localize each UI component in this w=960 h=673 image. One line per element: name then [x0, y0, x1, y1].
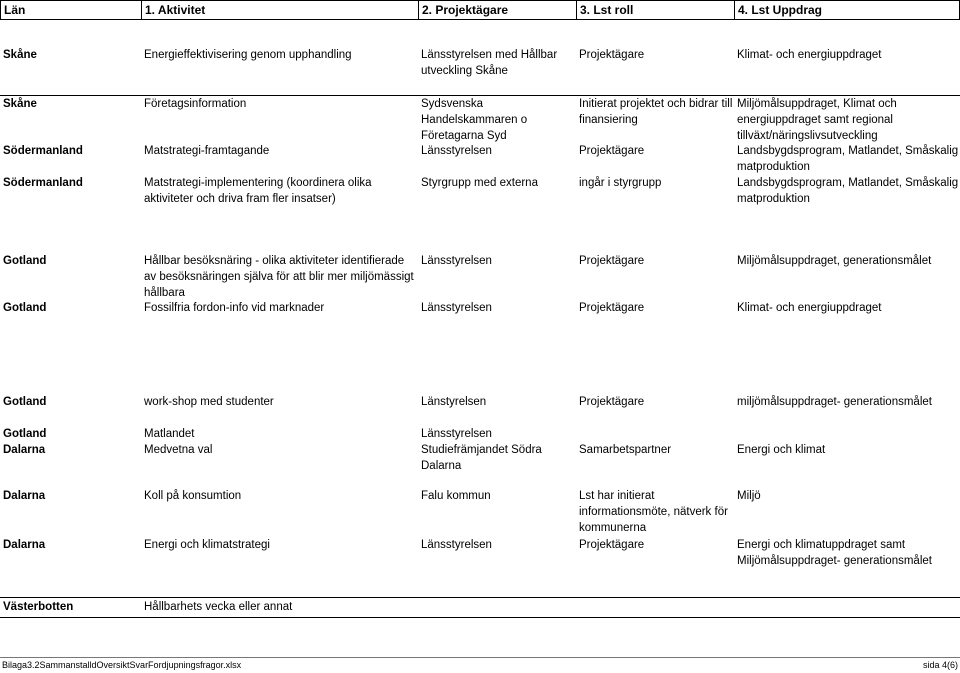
cell-projektagare: Länsstyrelsen — [421, 255, 492, 267]
cell-lst-roll: Initierat projektet och bidrar till finansiering — [579, 98, 733, 126]
header-aktivitet: 1. Aktivitet — [142, 1, 419, 19]
cell-aktivitet: Hållbar besöksnäring - olika aktiviteter identifierade av besöksnäringen själva för att blir mer miljömässigt hållbara — [144, 255, 414, 299]
cell-projektagare: Länsstyrelsen med Hållbar utveckling Skåne — [421, 49, 558, 77]
cell-lst-uppdrag: Klimat- och energiuppdraget — [737, 302, 882, 314]
cell-lst-uppdrag: miljömålsuppdraget- generationsmålet — [737, 396, 932, 408]
cell-lan: Gotland — [3, 255, 47, 267]
cell-lst-uppdrag: Energi och klimat — [737, 444, 826, 456]
cell-lst-roll: Projektägare — [579, 255, 645, 267]
cell-projektagare: Sydsvenska Handelskammaren o Företagarna Syd — [421, 98, 528, 142]
cell-lan: Dalarna — [3, 490, 46, 502]
row-separator — [0, 597, 960, 598]
cell-projektagare: Länsstyrelsen — [421, 539, 492, 551]
cell-projektagare: Länsstyrelsen — [421, 428, 492, 440]
header-lst-roll: 3. Lst roll — [577, 1, 735, 19]
cell-lan: Södermanland — [3, 145, 83, 157]
cell-lan: Dalarna — [3, 444, 46, 456]
cell-lst-roll: Projektägare — [579, 302, 645, 314]
cell-aktivitet: Koll på konsumtion — [144, 490, 242, 502]
cell-aktivitet: Företagsinformation — [144, 98, 247, 110]
cell-projektagare: Länsstyrelsen — [421, 145, 492, 157]
cell-projektagare: Styrgrupp med externa — [421, 177, 538, 189]
cell-lst-uppdrag: Miljömålsuppdraget, generationsmålet — [737, 255, 932, 267]
cell-lst-roll: Projektägare — [579, 145, 645, 157]
header-lst-uppdrag: 4. Lst Uppdrag — [738, 3, 823, 17]
cell-aktivitet: Matstrategi-implementering (koordinera olika aktiviteter och driva fram fler insatser) — [144, 177, 372, 205]
cell-lst-roll: ingår i styrgrupp — [579, 177, 662, 189]
cell-lst-roll: Lst har initierat informationsmöte, nätverk för kommunerna — [579, 490, 728, 534]
cell-lst-roll: Projektägare — [579, 539, 645, 551]
cell-lan: Gotland — [3, 428, 47, 440]
cell-lst-uppdrag: Landsbygdsprogram, Matlandet, Småskalig matproduktion — [737, 177, 959, 205]
cell-lst-uppdrag: Energi och klimatuppdraget samt Miljömålsuppdraget- generationsmålet — [737, 539, 932, 567]
cell-projektagare: Studiefrämjandet Södra Dalarna — [421, 444, 542, 472]
cell-lan: Västerbotten — [3, 601, 74, 613]
cell-lan: Gotland — [3, 302, 47, 314]
footer-filename: Bilaga3.2SammanstalldOversiktSvarFordjupningsfragor.xlsx — [2, 660, 242, 670]
cell-aktivitet: Matstrategi-framtagande — [144, 145, 270, 157]
footer-page-number: sida 4(6) — [922, 660, 958, 670]
cell-lst-roll: Projektägare — [579, 49, 645, 61]
cell-lan: Gotland — [3, 396, 47, 408]
cell-lan: Skåne — [3, 49, 37, 61]
cell-projektagare: Länstyrelsen — [421, 396, 487, 408]
cell-lst-uppdrag: Klimat- och energiuppdraget — [737, 49, 882, 61]
cell-aktivitet: work-shop med studenter — [144, 396, 274, 408]
row-separator — [0, 617, 960, 618]
cell-lan: Södermanland — [3, 177, 83, 189]
cell-lst-uppdrag: Miljömålsuppdraget, Klimat och energiuppdraget samt regional tillväxt/näringslivsutveckling — [737, 98, 897, 142]
page-footer — [0, 657, 960, 673]
cell-lst-roll: Projektägare — [579, 396, 645, 408]
cell-aktivitet: Energi och klimatstrategi — [144, 539, 270, 551]
cell-aktivitet: Fossilfria fordon-info vid marknader — [144, 302, 325, 314]
cell-lan: Dalarna — [3, 539, 46, 551]
cell-lan: Skåne — [3, 98, 37, 110]
cell-lst-uppdrag: Landsbygdsprogram, Matlandet, Småskalig matproduktion — [737, 145, 959, 173]
cell-lst-uppdrag: Miljö — [737, 490, 761, 502]
cell-projektagare: Falu kommun — [421, 490, 491, 502]
cell-aktivitet: Medvetna val — [144, 444, 213, 456]
cell-aktivitet: Matlandet — [144, 428, 195, 440]
cell-aktivitet: Hållbarhets vecka eller annat — [144, 601, 293, 613]
cell-aktivitet: Energieffektivisering genom upphandling — [144, 49, 352, 61]
header-projektagare: 2. Projektägare — [419, 1, 577, 19]
cell-lst-roll: Samarbetspartner — [579, 444, 672, 456]
table-header-row — [0, 0, 960, 20]
cell-projektagare: Länsstyrelsen — [421, 302, 492, 314]
header-lan: Län — [1, 1, 142, 19]
